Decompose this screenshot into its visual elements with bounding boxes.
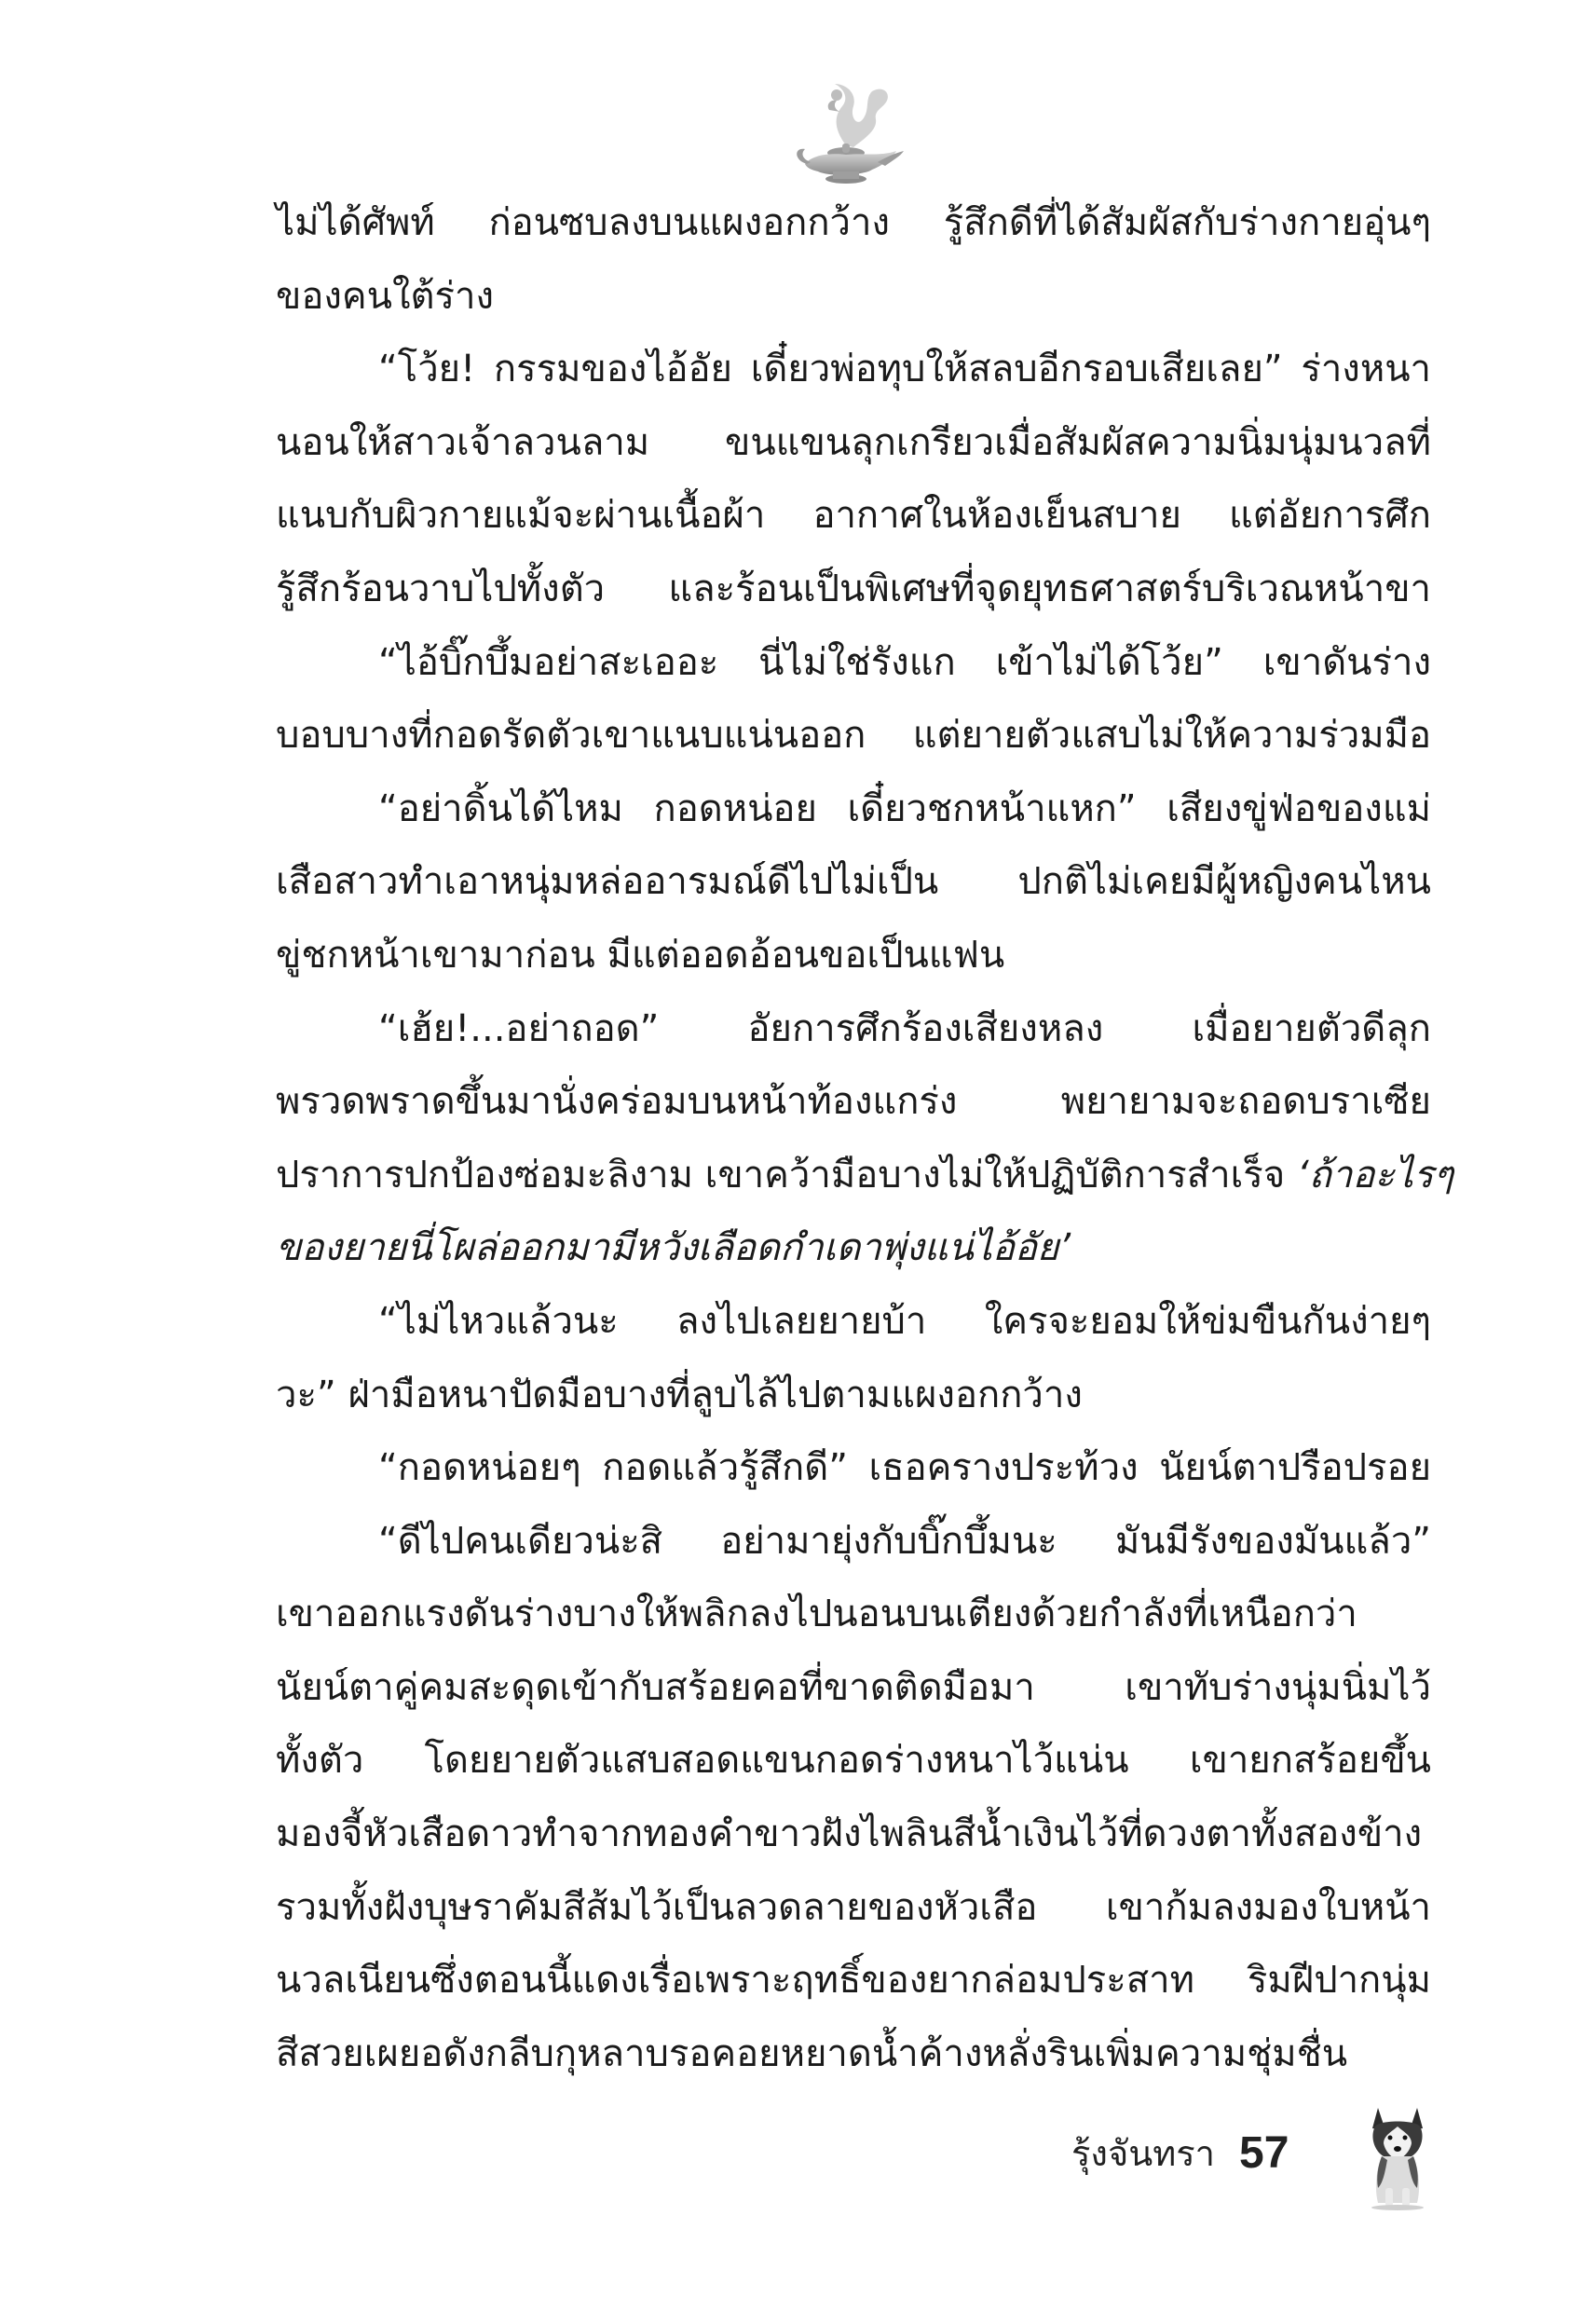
text-line: รวมทั้งฝังบุษราคัมสีส้มไว้เป็นลวดลายของหัวเสือ เขาก้มลงมองใบหน้า — [276, 1885, 1431, 1929]
husky-dog-icon — [1356, 2099, 1439, 2210]
text-line: ของคนใต้ร่าง — [276, 274, 494, 318]
text-line: บอบบางที่กอดรัดตัวเขาแนบแน่นออก แต่ยายตัวแสบไม่ให้ความร่วมมือ — [276, 714, 1431, 758]
text-line: เขาออกแรงดันร่างบางให้พลิกลงไปนอนบนเตียงด้วยกำลังที่เหนือกว่า — [276, 1593, 1357, 1636]
genie-lamp-icon — [788, 73, 907, 203]
text-line: รู้สึกร้อนวาบไปทั้งตัว และร้อนเป็นพิเศษที่จุดยุทธศาสตร์บริเวณหน้าขา — [276, 567, 1431, 610]
text-line: “โว้ย! กรรมของไอ้อัย เดี๋ยวพ่อทุบให้สลบอีกรอบเสียเลย” ร่างหนา — [378, 348, 1431, 391]
text-line: “ไม่ไหวแล้วนะ ลงไปเลยยายบ้า ใครจะยอมให้ข่มขืนกันง่ายๆ — [378, 1299, 1431, 1343]
text-line: “อย่าดิ้นได้ไหม กอดหน่อย เดี๋ยวชกหน้าแหก” เสียงขู่ฟ่อของแม่ — [378, 786, 1431, 830]
text-line: “เฮ้ย!...อย่าถอด” อัยการศึกร้องเสียงหลง เมื่อยายตัวดีลุก — [378, 1006, 1431, 1050]
text-line: มองจี้หัวเสือดาวทำจากทองคำขาวฝังไพลินสีน้ำเงินไว้ที่ดวงตาทั้งสองข้าง — [276, 1812, 1423, 1856]
text-line: ไม่ได้ศัพท์ ก่อนซบลงบนแผงอกกว้าง รู้สึกดีที่ได้สัมผัสกับร่างกายอุ่นๆ — [276, 201, 1431, 244]
book-title: รุ้งจันทรา — [1071, 2132, 1216, 2174]
text-line: นอนให้สาวเจ้าลวนลาม ขนแขนลุกเกรียวเมื่อสัมผัสความนิ่มนุ่มนวลที่ — [276, 420, 1431, 464]
body-text — [276, 186, 1453, 2090]
page-number: 57 — [1239, 2127, 1289, 2178]
italic-thought: ‘ถ้าอะไรๆ — [1296, 1153, 1453, 1197]
page-footer — [1071, 2111, 1289, 2195]
text-line: ขู่ชกหน้าเขามาก่อน มีแต่ออดอ้อนขอเป็นแฟน — [276, 933, 1005, 977]
text-line: พรวดพราดขึ้นมานั่งคร่อมบนหน้าท้องแกร่ง พยายามจะถอดบราเซีย — [276, 1080, 1431, 1124]
text-line: นวลเนียนซึ่งตอนนี้แดงเรื่อเพราะฤทธิ์ของยากล่อมประสาท ริมฝีปากนุ่ม — [276, 1959, 1431, 2003]
text-line: ทั้งตัว โดยยายตัวแสบสอดแขนกอดร่างหนาไว้แน่น เขายกสร้อยขึ้น — [276, 1739, 1431, 1783]
text-line: แนบกับผิวกายแม้จะผ่านเนื้อผ้า อากาศในห้องเย็นสบาย แต่อัยการศึก — [276, 494, 1431, 538]
text-line-mixed — [276, 1139, 1453, 1212]
text-line: “ไอ้บิ๊กบึ้มอย่าสะเออะ นี่ไม่ใช่รังแก เข้าไม่ได้โว้ย” เขาดันร่าง — [378, 640, 1431, 684]
text-line: “กอดหน่อยๆ กอดแล้วรู้สึกดี” เธอครางประท้วง นัยน์ตาปรือปรอย — [378, 1446, 1431, 1490]
text-line: “ดีไปคนเดียวน่ะสิ อย่ามายุ่งกับบิ๊กบึ้มนะ มันมีรังของมันแล้ว” — [378, 1519, 1431, 1563]
italic-thought-line: ของยายนี่โผล่ออกมามีหวังเลือดกำเดาพุ่งแน่ไอ้อัย’ — [276, 1226, 1071, 1270]
text-segment: ปราการปกป้องซ่อมะลิงาม เขาคว้ามือบางไม่ให้ปฏิบัติการสำเร็จ — [276, 1153, 1286, 1197]
text-line: นัยน์ตาคู่คมสะดุดเข้ากับสร้อยคอที่ขาดติดมือมา เขาทับร่างนุ่มนิ่มไว้ — [276, 1665, 1431, 1709]
text-line: เสือสาวทำเอาหนุ่มหล่ออารมณ์ดีไปไม่เป็น ปกติไม่เคยมีผู้หญิงคนไหน — [276, 860, 1431, 904]
text-line: วะ” ฝ่ามือหนาปัดมือบางที่ลูบไล้ไปตามแผงอกกว้าง — [276, 1373, 1083, 1416]
text-line: สีสวยเผยอดังกลีบกุหลาบรอคอยหยาดน้ำค้างหลั่งรินเพิ่มความชุ่มชื่น — [276, 2031, 1348, 2075]
